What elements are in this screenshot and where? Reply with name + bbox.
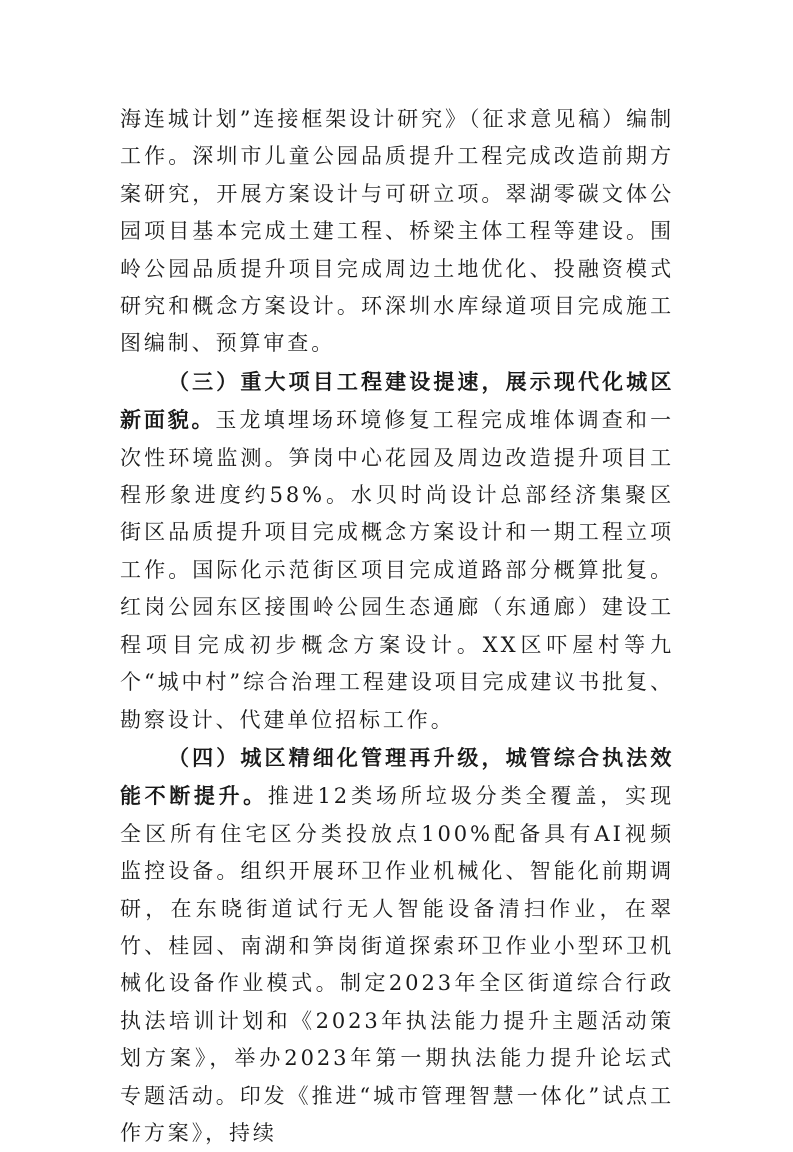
paragraph-major-projects bbox=[120, 363, 674, 739]
section-heading-4: （四）城区精细化管理再升级，城管综合执法效能不断提升。 bbox=[120, 744, 674, 809]
paragraph-urban-management bbox=[120, 739, 674, 1152]
paragraph-text: 玉龙填埋场环境修复工程完成堆体调查和一次性环境监测。笋岗中心花园及周边改造提升项目工程形象进度约58%。水贝时尚设计总部经济集聚区街区品质提升项目完成概念方案设计和一期工程立项工作。国际化示范街区项目完成道路部分概算批复。红岗公园东区接围岭公园生态通廊（东通廊）建设工程项目完成初步概念方案设计。XX区吓屋村等九个“城中村”综合治理工程建设项目完成建议书批复、勘察设计、代建单位招标工作。 bbox=[120, 408, 674, 732]
section-heading-3: （三）重大项目工程建设提速，展示现代化城区新面貌。 bbox=[120, 368, 674, 433]
paragraph-parks-projects bbox=[120, 100, 674, 363]
paragraph-text: 海连城计划”连接框架设计研究》（征求意见稿）编制工作。深圳市儿童公园品质提升工程完成改造前期方案研究，开展方案设计与可研立项。翠湖零碳文体公园项目基本完成土建工程、桥梁主体工程等建设。围岭公园品质提升项目完成周边土地优化、投融资模式研究和概念方案设计。环深圳水库绿道项目完成施工图编制、预算审查。 bbox=[120, 107, 674, 356]
paragraph-text: 推进12类场所垃圾分类全覆盖，实现全区所有住宅区分类投放点100%配备具有AI视频监控设备。组织开展环卫作业机械化、智能化前期调研，在东晓街道试行无人智能设备清扫作业，在翠竹、桂园、南湖和笋岗街道探索环卫作业小型环卫机械化设备作业模式。制定2023年全区街道综合行政执法培训计划和《2023年执法能力提升主题活动策划方案》，举办2023年第一期执法能力提升论坛式专题活动。印发《推进“城市管理智慧一体化”试点工作方案》，持续 bbox=[120, 784, 674, 1145]
document-body bbox=[120, 100, 674, 1152]
